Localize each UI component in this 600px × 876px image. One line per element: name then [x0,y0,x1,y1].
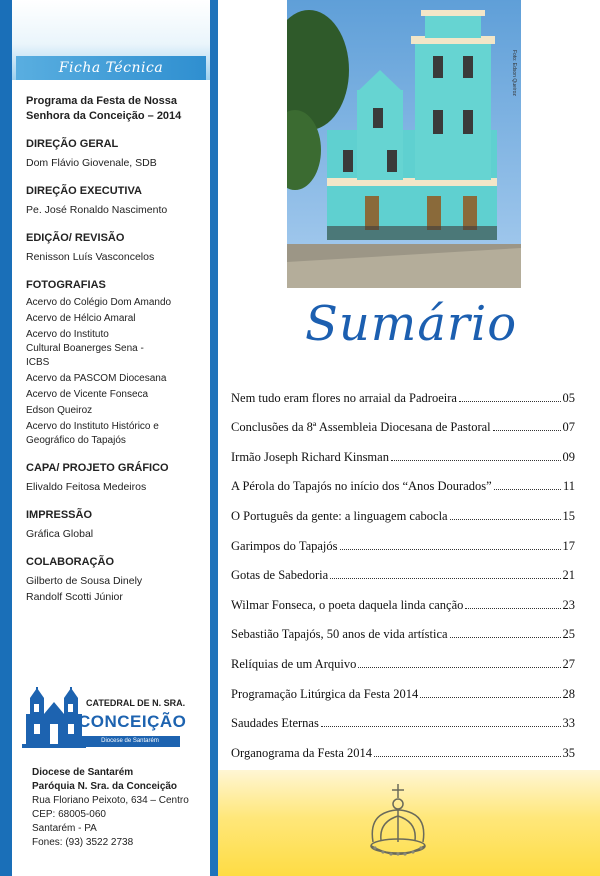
address-diocese: Diocese de Santarém [32,767,134,778]
credit-value: Pe. José Ronaldo Nascimento [26,204,168,216]
toc-page: 17 [562,538,575,553]
toc-leader [420,696,560,698]
toc-page: 05 [562,390,575,405]
toc-leader [465,607,560,609]
photo-credit-item: Acervo da PASCOM Diocesana [26,373,167,384]
toc-title: Irmão Joseph Richard Kinsman [231,449,389,464]
credit-capa [26,462,206,495]
logo-line-3: Diocese de Santarém [80,736,180,747]
toc-page: 35 [562,745,575,760]
toc-page: 25 [562,627,575,642]
toc-title: O Português da gente: a linguagem cabocla [231,508,448,523]
photo-credit-item: Acervo do Instituto Cultural Boanerges Sena - ICBS [26,329,144,368]
credit-fotografias [26,279,206,448]
credit-heading: COLABORAÇÃO [26,556,114,568]
credit-colaboracao [26,556,206,605]
credit-edicao-revisao [26,232,206,265]
credit-heading: CAPA/ PROJETO GRÁFICO [26,462,169,474]
toc-item [231,642,575,672]
toc-item [231,406,575,436]
photo-credit-item: Acervo do Colégio Dom Amando [26,297,172,308]
photo-credit-item: Acervo de Vicente Fonseca [26,389,149,400]
address-block [32,766,208,850]
toc-item [231,465,575,495]
toc-item [231,376,575,406]
credit-heading: DIREÇÃO EXECUTIVA [26,185,142,197]
photo-credit-list [26,296,206,448]
toc-title: Garimpos do Tapajós [231,538,338,553]
toc-page: 28 [562,686,575,701]
toc-leader [459,400,561,402]
toc-title: Nem tudo eram flores no arraial da Padroeira [231,390,457,405]
credit-value: Gilberto de Sousa Dinely [26,575,143,587]
sumario-title: Sumário [305,296,518,352]
toc-item [231,672,575,702]
logo-line-1: CATEDRAL DE N. SRA. [86,698,186,708]
ficha-tecnica-header: Ficha Técnica [16,56,206,80]
toc-leader [330,577,560,579]
toc-page: 33 [562,716,575,731]
crown-icon [363,782,433,864]
toc-item [231,435,575,465]
address-cep: CEP: 68005-060 [32,809,106,820]
toc-leader [391,459,561,461]
credit-value: Renisson Luís Vasconcelos [26,251,155,263]
toc-page: 27 [562,656,575,671]
toc-title: Sebastião Tapajós, 50 anos de vida artística [231,627,448,642]
cathedral-logo [22,684,206,758]
credit-direcao-geral [26,138,206,171]
toc-item [231,613,575,643]
credit-value: Randolf Scotti Júnior [26,591,123,603]
credit-heading: FOTOGRAFIAS [26,279,106,291]
toc-leader [494,488,561,490]
address-city: Santarém - PA [32,823,97,834]
toc-title: Organograma da Festa 2014 [231,745,373,760]
toc-leader [450,636,561,638]
toc-leader [493,429,561,431]
cathedral-photo-illustration [287,0,521,288]
column-divider [210,0,218,876]
toc-page: 21 [562,568,575,583]
photo-credit-item: Acervo de Hélcio Amaral [26,313,136,324]
toc-item [231,524,575,554]
address-street: Rua Floriano Peixoto, 634 – Centro [32,795,189,806]
cathedral-photo [287,0,521,288]
credit-value: Gráfica Global [26,528,94,540]
toc-title: Conclusões da 8ª Assembleia Diocesana de Pastoral [231,420,491,435]
toc-title: Relíquias de um Arquivo [231,656,357,671]
toc-item [231,494,575,524]
credit-value: Elivaldo Feitosa Medeiros [26,481,147,493]
toc-title: Gotas de Sabedoria [231,568,329,583]
toc-title: Saudades Eternas [231,716,319,731]
left-column [0,0,210,876]
photo-credit: Foto: Edson Queiroz [511,50,517,96]
toc-page: 09 [562,449,575,464]
toc-item [231,554,575,584]
program-title: Programa da Festa de Nossa Senhora da Conceição – 2014 [26,95,182,122]
credit-heading: DIREÇÃO GERAL [26,138,119,150]
cathedral-icon [22,684,86,750]
table-of-contents [231,376,575,790]
toc-title: Programação Litúrgica da Festa 2014 [231,686,419,701]
toc-page: 07 [562,420,575,435]
credit-impressao [26,509,206,542]
left-edge-stripe [0,0,12,876]
photo-credit-item: Acervo do Instituto Histórico e Geográfico do Tapajós [26,421,159,446]
credits-block [26,94,206,619]
toc-item [231,702,575,732]
toc-page: 11 [562,479,575,494]
toc-leader [358,666,560,668]
toc-leader [321,725,561,727]
toc-item [231,731,575,761]
toc-page: 23 [562,597,575,612]
toc-title: A Pérola do Tapajós no início dos “Anos Dourados” [231,479,492,494]
credit-heading: EDIÇÃO/ REVISÃO [26,232,125,244]
logo-line-2: CONCEIÇÃO [78,712,187,731]
toc-title: Wilmar Fonseca, o poeta daquela linda canção [231,597,464,612]
toc-item [231,583,575,613]
address-phone: Fones: (93) 3522 2738 [32,837,134,848]
credit-value: Dom Flávio Giovenale, SDB [26,157,157,169]
toc-leader [340,548,561,550]
photo-credit-item: Edson Queiroz [26,405,93,416]
toc-leader [450,518,561,520]
credit-heading: IMPRESSÃO [26,509,93,521]
address-parish: Paróquia N. Sra. da Conceição [32,781,178,792]
toc-page: 15 [562,508,575,523]
credit-direcao-executiva [26,185,206,218]
toc-leader [374,755,560,757]
